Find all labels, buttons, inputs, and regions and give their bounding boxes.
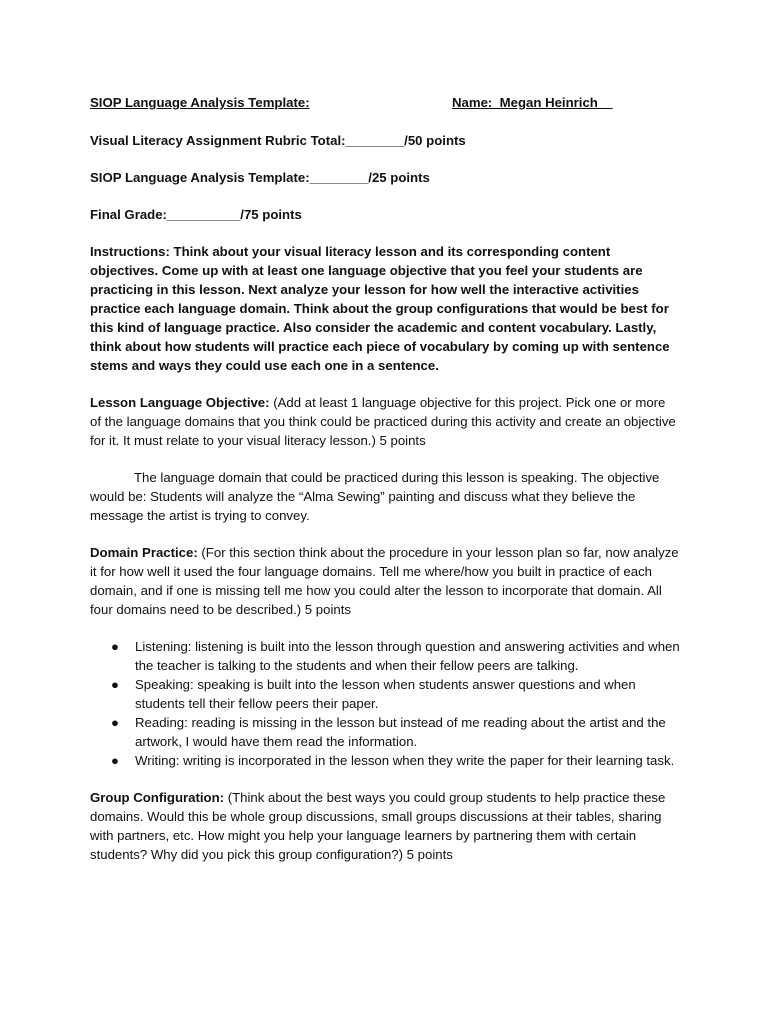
objective-prompt-paragraph (90, 393, 680, 450)
template-title: SIOP Language Analysis Template: (90, 95, 310, 110)
list-item-text: Speaking: speaking is built into the lesson when students answer questions and when students tell their fellow peers their paper. (135, 677, 636, 711)
document-header (90, 93, 680, 112)
list-item (90, 675, 680, 713)
template-score-line: SIOP Language Analysis Template:________/25 points (90, 170, 430, 185)
list-item (90, 751, 680, 770)
list-item-text: Listening: listening is built into the lesson through question and answering activities and when the teacher is talking to the students and when their fellow peers are talking. (135, 639, 680, 673)
list-item-text: Writing: writing is incorporated in the lesson when they write the paper for their learning task. (135, 753, 675, 768)
final-grade-line: Final Grade:__________/75 points (90, 207, 302, 222)
student-name (452, 93, 613, 112)
name-label: Name: (452, 95, 493, 110)
bullet-icon: ● (111, 753, 119, 768)
document-page (90, 93, 680, 864)
group-prompt: (Think about the best ways you could group students to help practice these domains. Would this be whole group discussions, small groups discussions at their tables, sharing with partners, etc. How might you help your language learners by partnering them with certain students? Why did you pick this group configuration?) 5 points (90, 790, 666, 862)
instructions-paragraph: Instructions: Think about your visual literacy lesson and its corresponding content objectives. Come up with at least one language objective that you feel your students are practicing in this lesson. Next analyze your lesson for how well the interactive activities practice each language domain. Think about the group configurations that would be best for this kind of language practice. Also consider the academic and content vocabulary. Lastly, think about how students will practice each piece of vocabulary by coming up with sentence stems and ways they could use each one in a sentence. (90, 244, 670, 373)
list-item (90, 713, 680, 751)
group-prompt-paragraph (90, 788, 680, 864)
bullet-icon: ● (111, 715, 119, 730)
list-item-text: Reading: reading is missing in the lesson but instead of me reading about the artist and the artwork, I would have them read the information. (135, 715, 666, 749)
rubric-total-line: Visual Literacy Assignment Rubric Total:________/50 points (90, 133, 466, 148)
domain-bullet-list (90, 637, 680, 770)
list-item (90, 637, 680, 675)
name-value: _Megan Heinrich__ (492, 95, 613, 110)
group-heading: Group Configuration: (90, 790, 225, 805)
objective-response: The language domain that could be practiced during this lesson is speaking. The objective would be: Students will analyze the “Alma Sewing” painting and discuss what they believe the message the artist is trying to convey. (90, 470, 660, 523)
bullet-icon: ● (111, 677, 119, 692)
domain-prompt: (For this section think about the procedure in your lesson plan so far, now analyze it for how well it used the four language domains. Tell me where/how you built in practice of each domain, and if one is missing tell me how you could alter the lesson to incorporate that domain. All four domains need to be described.) 5 points (90, 545, 679, 617)
objective-prompt: (Add at least 1 language objective for this project. Pick one or more of the language domains that you think could be practiced during this activity and create an objective for it. It must relate to your visual literacy lesson.) 5 points (90, 395, 676, 448)
bullet-icon: ● (111, 639, 119, 654)
domain-prompt-paragraph (90, 543, 680, 619)
domain-heading: Domain Practice: (90, 545, 198, 560)
objective-heading: Lesson Language Objective: (90, 395, 270, 410)
